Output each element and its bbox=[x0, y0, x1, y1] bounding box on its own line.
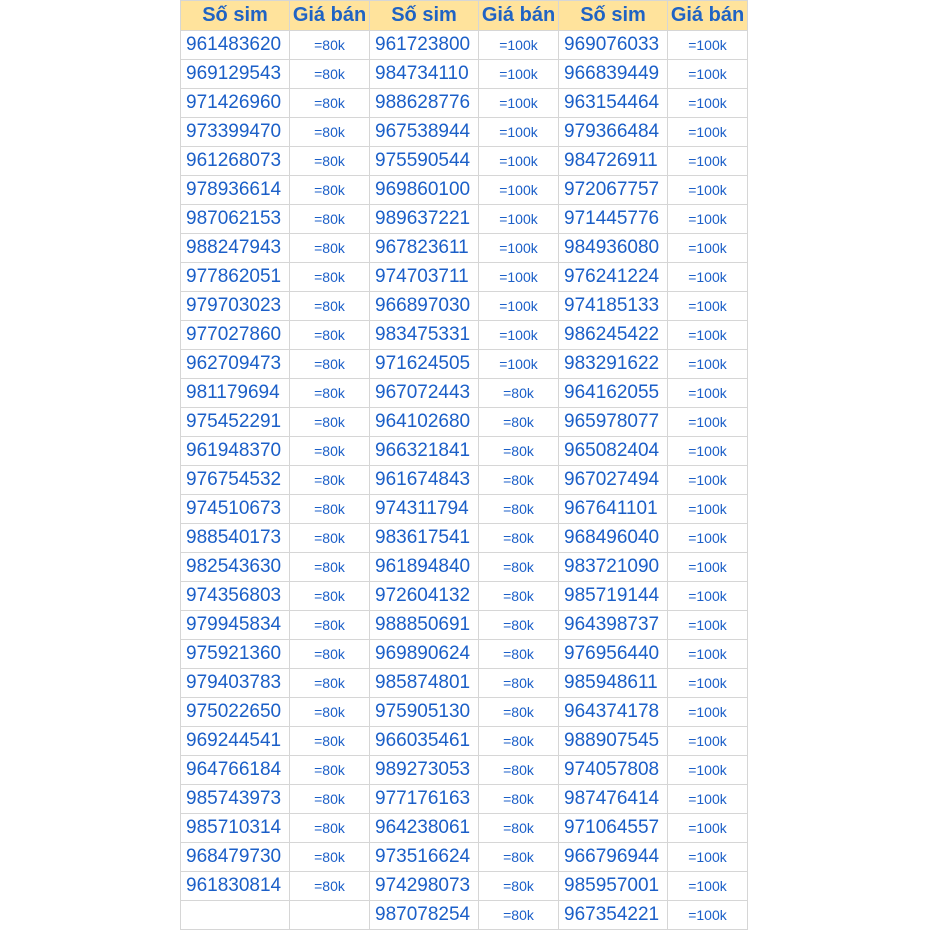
table-row bbox=[181, 727, 748, 756]
price-cell: =100k bbox=[668, 176, 748, 205]
price-cell: =100k bbox=[668, 698, 748, 727]
sim-number-cell: 989273053 bbox=[370, 756, 479, 785]
price-cell: =80k bbox=[290, 321, 370, 350]
price-cell: =80k bbox=[290, 553, 370, 582]
price-cell: =80k bbox=[290, 147, 370, 176]
sim-number-cell: 984734110 bbox=[370, 60, 479, 89]
price-cell: =100k bbox=[668, 350, 748, 379]
price-cell: =100k bbox=[479, 205, 559, 234]
table-row bbox=[181, 495, 748, 524]
table-row bbox=[181, 466, 748, 495]
price-cell: =80k bbox=[290, 118, 370, 147]
sim-number-cell: 963154464 bbox=[559, 89, 668, 118]
table-row bbox=[181, 669, 748, 698]
sim-number-cell: 969890624 bbox=[370, 640, 479, 669]
sim-number-cell: 971064557 bbox=[559, 814, 668, 843]
sim-number-cell: 977176163 bbox=[370, 785, 479, 814]
price-cell: =80k bbox=[479, 756, 559, 785]
sim-number-cell: 985957001 bbox=[559, 872, 668, 901]
sim-number-cell: 967641101 bbox=[559, 495, 668, 524]
sim-number-cell: 965978077 bbox=[559, 408, 668, 437]
table-row bbox=[181, 379, 748, 408]
price-cell: =100k bbox=[668, 640, 748, 669]
sim-number-cell: 972067757 bbox=[559, 176, 668, 205]
sim-number-cell: 967072443 bbox=[370, 379, 479, 408]
sim-number-cell: 967354221 bbox=[559, 901, 668, 930]
price-cell: =80k bbox=[290, 814, 370, 843]
sim-number-cell: 961830814 bbox=[181, 872, 290, 901]
sim-number-cell: 969244541 bbox=[181, 727, 290, 756]
price-cell: =100k bbox=[668, 147, 748, 176]
sim-number-cell: 975022650 bbox=[181, 698, 290, 727]
table-row bbox=[181, 176, 748, 205]
price-cell: =100k bbox=[479, 350, 559, 379]
price-cell: =80k bbox=[479, 640, 559, 669]
sim-number-cell: 977027860 bbox=[181, 321, 290, 350]
sim-number-cell: 968496040 bbox=[559, 524, 668, 553]
price-cell: =100k bbox=[668, 611, 748, 640]
price-cell: =80k bbox=[479, 582, 559, 611]
price-cell: =100k bbox=[668, 727, 748, 756]
sim-number-cell: 966796944 bbox=[559, 843, 668, 872]
table-body bbox=[181, 31, 748, 930]
price-cell: =80k bbox=[479, 785, 559, 814]
sim-number-cell: 974298073 bbox=[370, 872, 479, 901]
table-row bbox=[181, 756, 748, 785]
table-row bbox=[181, 89, 748, 118]
table-row bbox=[181, 31, 748, 60]
price-cell: =100k bbox=[668, 292, 748, 321]
price-cell: =80k bbox=[290, 176, 370, 205]
sim-number-cell: 964102680 bbox=[370, 408, 479, 437]
sim-number-cell: 974356803 bbox=[181, 582, 290, 611]
sim-number-cell: 987476414 bbox=[559, 785, 668, 814]
sim-number-cell: 964766184 bbox=[181, 756, 290, 785]
sim-number-cell: 967538944 bbox=[370, 118, 479, 147]
price-cell: =80k bbox=[479, 727, 559, 756]
price-cell: =100k bbox=[668, 843, 748, 872]
price-cell: =100k bbox=[668, 669, 748, 698]
header-price: Giá bán bbox=[668, 1, 748, 31]
table-row bbox=[181, 234, 748, 263]
table-row bbox=[181, 901, 748, 930]
sim-number-cell: 969860100 bbox=[370, 176, 479, 205]
price-cell: =80k bbox=[479, 872, 559, 901]
sim-number-cell: 962709473 bbox=[181, 350, 290, 379]
price-cell: =100k bbox=[668, 31, 748, 60]
sim-number-cell: 988850691 bbox=[370, 611, 479, 640]
sim-number-cell: 985874801 bbox=[370, 669, 479, 698]
sim-number-cell: 966897030 bbox=[370, 292, 479, 321]
price-cell: =80k bbox=[290, 872, 370, 901]
sim-number-cell: 961723800 bbox=[370, 31, 479, 60]
price-cell: =80k bbox=[290, 408, 370, 437]
sim-number-cell: 964398737 bbox=[559, 611, 668, 640]
price-cell: =100k bbox=[479, 292, 559, 321]
sim-number-cell: 985710314 bbox=[181, 814, 290, 843]
table-row bbox=[181, 611, 748, 640]
table-row bbox=[181, 582, 748, 611]
sim-number-cell: 975905130 bbox=[370, 698, 479, 727]
sim-number-cell: 961674843 bbox=[370, 466, 479, 495]
price-cell: =100k bbox=[668, 582, 748, 611]
sim-number-cell: 987078254 bbox=[370, 901, 479, 930]
sim-number-cell: 976241224 bbox=[559, 263, 668, 292]
price-cell: =100k bbox=[479, 234, 559, 263]
sim-number-cell: 984936080 bbox=[559, 234, 668, 263]
sim-number-cell: 988540173 bbox=[181, 524, 290, 553]
price-cell: =80k bbox=[290, 234, 370, 263]
sim-number-cell: 969076033 bbox=[559, 31, 668, 60]
sim-number-cell: 988907545 bbox=[559, 727, 668, 756]
price-cell: =80k bbox=[290, 582, 370, 611]
sim-number-cell: 973399470 bbox=[181, 118, 290, 147]
price-cell: =100k bbox=[479, 89, 559, 118]
sim-number-cell: 974510673 bbox=[181, 495, 290, 524]
table-row bbox=[181, 350, 748, 379]
table-row bbox=[181, 147, 748, 176]
sim-number-cell: 968479730 bbox=[181, 843, 290, 872]
sim-number-cell: 971624505 bbox=[370, 350, 479, 379]
sim-number-cell: 972604132 bbox=[370, 582, 479, 611]
price-cell: =80k bbox=[290, 843, 370, 872]
price-cell: =100k bbox=[479, 31, 559, 60]
header-price: Giá bán bbox=[290, 1, 370, 31]
table-row bbox=[181, 408, 748, 437]
sim-number-cell: 967027494 bbox=[559, 466, 668, 495]
price-cell: =80k bbox=[290, 495, 370, 524]
sim-number-cell: 989637221 bbox=[370, 205, 479, 234]
sim-number-cell: 961483620 bbox=[181, 31, 290, 60]
price-cell: =80k bbox=[479, 611, 559, 640]
header-sim-number: Số sim bbox=[370, 1, 479, 31]
table-row bbox=[181, 60, 748, 89]
price-cell: =100k bbox=[479, 263, 559, 292]
sim-number-cell: 979366484 bbox=[559, 118, 668, 147]
sim-number-cell: 988628776 bbox=[370, 89, 479, 118]
sim-number-cell: 987062153 bbox=[181, 205, 290, 234]
price-cell: =100k bbox=[668, 408, 748, 437]
price-cell: =100k bbox=[479, 176, 559, 205]
sim-number-cell: 975452291 bbox=[181, 408, 290, 437]
sim-number-cell: 974703711 bbox=[370, 263, 479, 292]
sim-number-cell: 978936614 bbox=[181, 176, 290, 205]
sim-number-cell: 979703023 bbox=[181, 292, 290, 321]
price-cell: =80k bbox=[290, 640, 370, 669]
price-cell: =80k bbox=[479, 437, 559, 466]
price-cell: =80k bbox=[290, 756, 370, 785]
sim-number-cell: 984726911 bbox=[559, 147, 668, 176]
price-cell: =80k bbox=[290, 698, 370, 727]
sim-number-cell: 965082404 bbox=[559, 437, 668, 466]
table-row bbox=[181, 872, 748, 901]
price-cell: =100k bbox=[479, 118, 559, 147]
price-cell: =80k bbox=[479, 814, 559, 843]
price-cell: =80k bbox=[290, 263, 370, 292]
sim-number-cell: 967823611 bbox=[370, 234, 479, 263]
price-cell: =100k bbox=[668, 60, 748, 89]
price-cell: =80k bbox=[290, 437, 370, 466]
price-cell: =80k bbox=[290, 89, 370, 118]
price-cell: =80k bbox=[290, 524, 370, 553]
price-cell: =100k bbox=[668, 379, 748, 408]
table-row bbox=[181, 118, 748, 147]
table-row bbox=[181, 698, 748, 727]
price-cell: =80k bbox=[479, 669, 559, 698]
price-cell: =80k bbox=[290, 205, 370, 234]
sim-number-cell: 974311794 bbox=[370, 495, 479, 524]
price-cell: =100k bbox=[668, 234, 748, 263]
header-price: Giá bán bbox=[479, 1, 559, 31]
sim-price-table bbox=[180, 0, 748, 930]
price-cell: =80k bbox=[479, 379, 559, 408]
sim-number-cell: 985743973 bbox=[181, 785, 290, 814]
table-row bbox=[181, 814, 748, 843]
price-cell: =100k bbox=[668, 814, 748, 843]
sim-number-cell: 964374178 bbox=[559, 698, 668, 727]
sim-number-cell: 971445776 bbox=[559, 205, 668, 234]
header-row bbox=[181, 1, 748, 31]
price-cell: =100k bbox=[479, 321, 559, 350]
sim-number-cell: 983721090 bbox=[559, 553, 668, 582]
sim-number-cell: 979403783 bbox=[181, 669, 290, 698]
sim-number-cell: 985719144 bbox=[559, 582, 668, 611]
sim-number-cell: 983475331 bbox=[370, 321, 479, 350]
price-cell: =80k bbox=[290, 31, 370, 60]
sim-number-cell: 983617541 bbox=[370, 524, 479, 553]
table-row bbox=[181, 205, 748, 234]
price-cell: =80k bbox=[479, 901, 559, 930]
sim-number-cell: 966035461 bbox=[370, 727, 479, 756]
price-cell: =80k bbox=[290, 466, 370, 495]
price-cell: =100k bbox=[668, 901, 748, 930]
sim-number-cell: 969129543 bbox=[181, 60, 290, 89]
price-cell: =80k bbox=[290, 292, 370, 321]
sim-number-cell: 985948611 bbox=[559, 669, 668, 698]
price-cell: =100k bbox=[668, 118, 748, 147]
price-cell: =100k bbox=[668, 466, 748, 495]
table-row bbox=[181, 640, 748, 669]
price-cell: =100k bbox=[668, 495, 748, 524]
sim-number-cell: 966839449 bbox=[559, 60, 668, 89]
price-cell: =80k bbox=[290, 611, 370, 640]
sim-number-cell: 974185133 bbox=[559, 292, 668, 321]
sim-number-cell: 971426960 bbox=[181, 89, 290, 118]
sim-number-cell: 988247943 bbox=[181, 234, 290, 263]
sim-number-cell: 964238061 bbox=[370, 814, 479, 843]
price-cell: =80k bbox=[290, 669, 370, 698]
price-cell: =100k bbox=[668, 205, 748, 234]
price-cell: =80k bbox=[290, 379, 370, 408]
table-row bbox=[181, 437, 748, 466]
sim-number-cell: 977862051 bbox=[181, 263, 290, 292]
price-cell: =100k bbox=[668, 263, 748, 292]
table-row bbox=[181, 524, 748, 553]
sim-number-cell: 986245422 bbox=[559, 321, 668, 350]
header-sim-number: Số sim bbox=[559, 1, 668, 31]
table-header bbox=[181, 1, 748, 31]
price-cell: =100k bbox=[479, 147, 559, 176]
sim-number-cell bbox=[181, 901, 290, 930]
table-row bbox=[181, 292, 748, 321]
price-cell: =80k bbox=[290, 727, 370, 756]
table-row bbox=[181, 785, 748, 814]
header-sim-number: Số sim bbox=[181, 1, 290, 31]
sim-number-cell: 976754532 bbox=[181, 466, 290, 495]
price-cell: =100k bbox=[668, 321, 748, 350]
sim-number-cell: 983291622 bbox=[559, 350, 668, 379]
sim-number-cell: 973516624 bbox=[370, 843, 479, 872]
price-cell: =80k bbox=[479, 524, 559, 553]
price-cell: =100k bbox=[668, 872, 748, 901]
sim-number-cell: 976956440 bbox=[559, 640, 668, 669]
price-cell: =100k bbox=[668, 785, 748, 814]
table-row bbox=[181, 553, 748, 582]
sim-number-cell: 975921360 bbox=[181, 640, 290, 669]
sim-number-cell: 961268073 bbox=[181, 147, 290, 176]
price-cell: =80k bbox=[479, 553, 559, 582]
price-cell: =80k bbox=[479, 408, 559, 437]
table-row bbox=[181, 843, 748, 872]
price-cell: =80k bbox=[479, 698, 559, 727]
table-row bbox=[181, 263, 748, 292]
price-cell: =100k bbox=[479, 60, 559, 89]
sim-number-cell: 974057808 bbox=[559, 756, 668, 785]
table-row bbox=[181, 321, 748, 350]
price-cell: =80k bbox=[479, 843, 559, 872]
price-cell: =80k bbox=[479, 495, 559, 524]
sim-number-cell: 979945834 bbox=[181, 611, 290, 640]
price-cell: =100k bbox=[668, 437, 748, 466]
sim-number-cell: 964162055 bbox=[559, 379, 668, 408]
sim-number-cell: 961894840 bbox=[370, 553, 479, 582]
sim-number-cell: 975590544 bbox=[370, 147, 479, 176]
price-cell: =100k bbox=[668, 553, 748, 582]
sim-number-cell: 981179694 bbox=[181, 379, 290, 408]
price-cell: =100k bbox=[668, 524, 748, 553]
sim-number-cell: 966321841 bbox=[370, 437, 479, 466]
price-cell: =80k bbox=[479, 466, 559, 495]
price-cell: =80k bbox=[290, 350, 370, 379]
price-cell: =100k bbox=[668, 756, 748, 785]
sim-number-cell: 982543630 bbox=[181, 553, 290, 582]
price-cell: =80k bbox=[290, 785, 370, 814]
price-cell: =100k bbox=[668, 89, 748, 118]
sim-number-cell: 961948370 bbox=[181, 437, 290, 466]
price-cell bbox=[290, 901, 370, 930]
price-cell: =80k bbox=[290, 60, 370, 89]
